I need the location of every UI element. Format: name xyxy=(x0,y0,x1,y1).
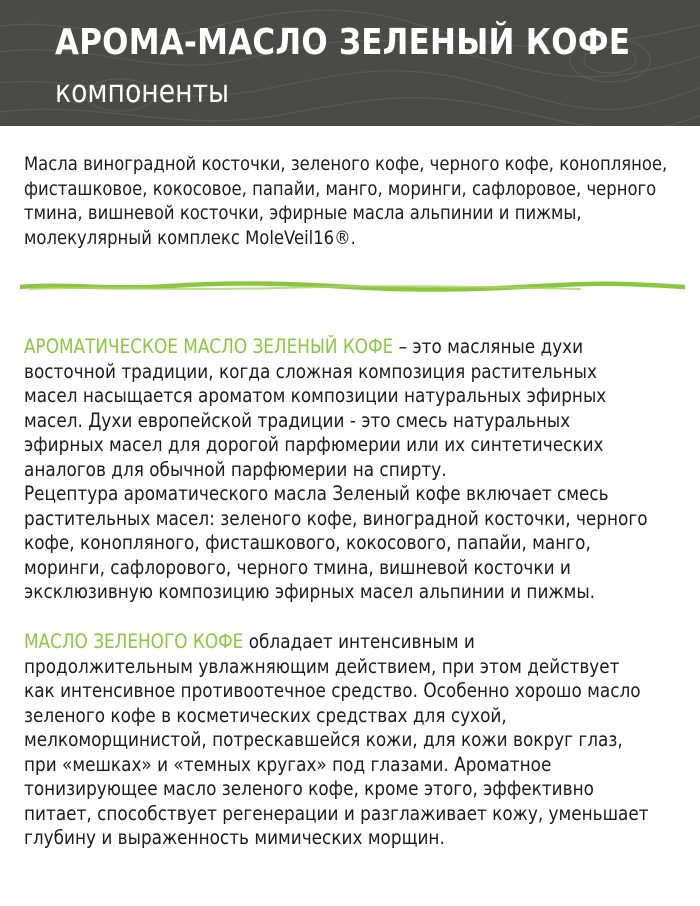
header-banner xyxy=(0,0,700,126)
page-subtitle: компоненты xyxy=(55,74,230,110)
aroma-oil-description xyxy=(24,335,681,605)
coffee-line: при «мешках» и «темных кругах» под глазами. Ароматное xyxy=(24,752,552,776)
coffee-line: питает, способствует регенерации и разглаживает кожу, уменьшает xyxy=(24,801,649,825)
coffee-line: глубину и выраженность мимических морщин. xyxy=(24,826,445,849)
green-brush-divider xyxy=(20,280,685,294)
page-title: АРОМА-МАСЛО ЗЕЛЕНЫЙ КОФЕ xyxy=(55,22,631,63)
coffee-line: зеленого кофе в косметических средствах для сухой, xyxy=(24,703,507,727)
about-line: растительных масел: зеленого кофе, виноградной косточки, черного xyxy=(24,506,648,530)
components-paragraph xyxy=(24,152,681,250)
about-first-line xyxy=(24,335,681,360)
about-line: эксклюзивную композицию эфирных масел альпинии и пижмы. xyxy=(24,580,596,603)
about-line: масел. Духи европейской традиции - это смесь натуральных xyxy=(24,408,571,432)
coffee-first-line-text: обладает интенсивным и xyxy=(243,630,475,653)
coffee-line: как интенсивное противоотечное средство. Особенно хорошо масло xyxy=(24,679,641,702)
components-line: фисташковое, кокосовое, папайи, манго, моринги, сафлоровое, черного xyxy=(24,177,657,200)
about-line: Рецептура ароматического масла Зеленый кофе включает смесь xyxy=(24,482,609,505)
about-line: эфирных масел для дорогой парфюмерии или их синтетических xyxy=(24,433,604,456)
about-line: масел насыщается ароматом композиции натуральных эфирных xyxy=(24,384,607,407)
components-line: молекулярный комплекс MoleVeil16®. xyxy=(24,226,356,249)
coffee-line: продолжительным увлажняющим действием, при этом действует xyxy=(24,654,620,678)
about-first-line-text: – это масляные духи xyxy=(393,335,584,358)
coffee-first-line xyxy=(24,630,681,655)
about-line: аналогов для обычной парфюмерии на спирту. xyxy=(24,457,447,481)
coffee-line: тонизирующее масло зеленого кофе, кроме этого, эффективно xyxy=(24,777,594,800)
components-line: тмина, вишневой косточки, эфирные масла альпинии и пижмы, xyxy=(24,202,582,224)
coffee-line: мелкоморщинистой, потрескавшейся кожи, для кожи вокруг глаз, xyxy=(24,728,623,751)
aroma-oil-highlight: АРОМАТИЧЕСКОЕ МАСЛО ЗЕЛЕНЫЙ КОФЕ xyxy=(24,335,394,358)
about-line: кофе, конопляного, фисташкового, кокосового, папайи, манго, xyxy=(24,531,591,554)
green-coffee-highlight: МАСЛО ЗЕЛЕНОГО КОФЕ xyxy=(24,630,244,653)
about-line: моринги, сафлорового, черного тмина, вишневой косточки и xyxy=(24,555,571,579)
components-line: Масла виноградной косточки, зеленого кофе, черного кофе, конопляное, xyxy=(24,153,668,175)
green-coffee-oil-description xyxy=(24,630,681,851)
about-line: восточной традиции, когда сложная композиция растительных xyxy=(24,359,597,383)
